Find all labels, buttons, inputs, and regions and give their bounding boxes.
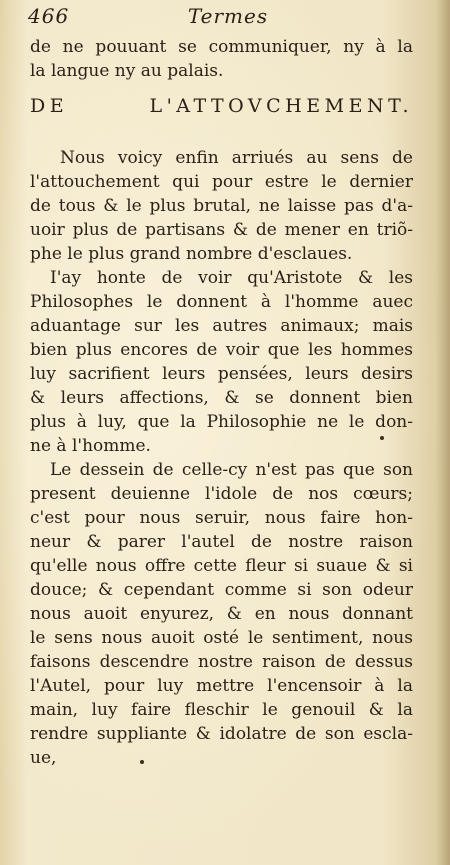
text-line: bien plus encores de voir que les hommes <box>30 340 413 360</box>
ink-speck <box>380 436 384 440</box>
text-line: ue, <box>30 748 57 768</box>
text-line: de tous & le plus brutal, ne laisse pas d'a- <box>30 196 413 216</box>
page-number: 466 <box>28 4 70 28</box>
text-line: douce; & cependant comme si son odeur <box>30 580 413 600</box>
text-line: present deuienne l'idole de nos cœurs; <box>30 484 413 504</box>
text-line: & leurs affections, & se donnent bien <box>30 388 413 408</box>
text-line: plus à luy, que la Philosophie ne le don- <box>30 412 413 432</box>
text-line: nous auoit enyurez, & en nous donnant <box>30 604 413 624</box>
text-line: l'attouchement qui pour estre le dernier <box>30 172 413 192</box>
running-head: Termes <box>187 4 269 28</box>
text-line: aduantage sur les autres animaux; mais <box>30 316 413 336</box>
text-line: neur & parer l'autel de nostre raison <box>30 532 413 552</box>
text-line: uoir plus de partisans & de mener en triõ- <box>30 220 413 240</box>
ink-speck <box>140 760 144 764</box>
text-line: main, luy faire fleschir le genouil & la <box>30 700 413 720</box>
text-line: Le dessein de celle-cy n'est pas que son <box>50 460 413 480</box>
text-line: l'Autel, pour luy mettre l'encensoir à la <box>30 676 413 696</box>
text-line: c'est pour nous seruir, nous faire hon- <box>30 508 413 528</box>
text-line: phe le plus grand nombre d'esclaues. <box>30 244 353 264</box>
section-title: DE L'ATTOVCHEMENT. <box>30 95 413 117</box>
text-line: faisons descendre nostre raison de dessus <box>30 652 413 672</box>
text-line: ne à l'homme. <box>30 436 151 456</box>
text-line: Philosophes le donnent à l'homme auec <box>30 292 413 312</box>
text-line: luy sacrifient leurs pensées, leurs desirs <box>30 364 413 384</box>
text-line: rendre suppliante & idolatre de son escla- <box>30 724 413 744</box>
text-line: de ne pouuant se communiquer, ny à la <box>30 37 413 57</box>
text-line: la langue ny au palais. <box>30 61 224 81</box>
text-line: I'ay honte de voir qu'Aristote & les <box>50 268 413 288</box>
text-line: qu'elle nous offre cette fleur si suaue & si <box>30 556 413 576</box>
text-line: le sens nous auoit osté le sentiment, nous <box>30 628 413 648</box>
text-line: Nous voicy enfin arriués au sens de <box>60 148 413 168</box>
